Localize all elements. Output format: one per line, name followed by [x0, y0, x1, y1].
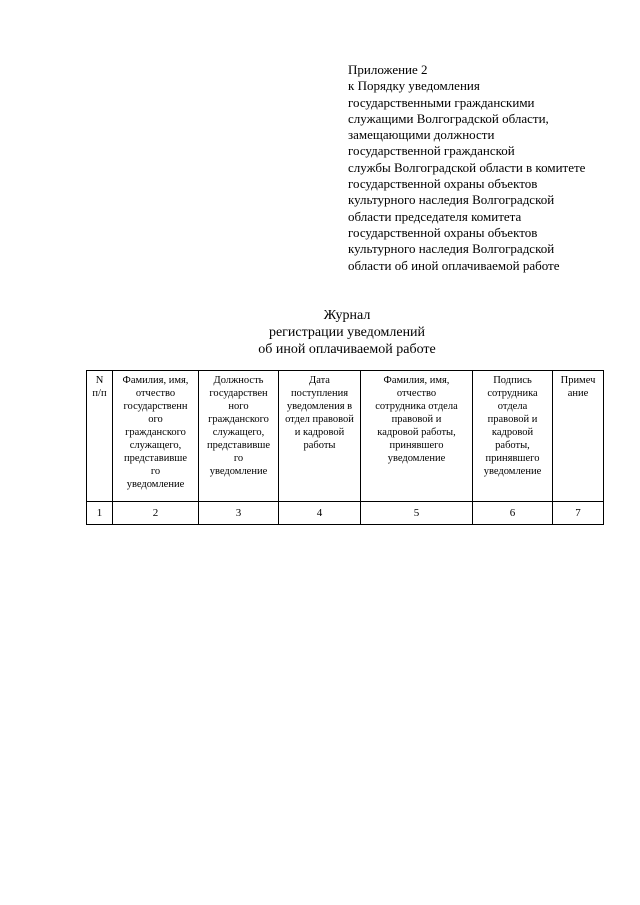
header-text: Дата поступления уведомления в отдел правовой и кадровой работы [285, 375, 354, 451]
appendix-line: государственной охраны объектов [348, 176, 538, 192]
column-number-cell: 1 [87, 502, 113, 525]
appendix-line: культурного наследия Волгоградской [348, 192, 555, 208]
appendix-line: служащими Волгоградской области, [348, 110, 549, 126]
header-cell-employee-name [113, 371, 199, 502]
header-text: Подпись сотрудника отдела правовой и кадровой работы, принявшего уведомление [483, 375, 542, 477]
appendix-line: области председателя комитета [348, 208, 522, 224]
appendix-block [348, 62, 633, 274]
header-cell-employee-position [199, 371, 279, 502]
header-text: Должность государствен ного гражданского служащего, представивше го уведомление [206, 375, 271, 477]
column-number-cell: 4 [279, 502, 361, 525]
column-number-cell: 2 [113, 502, 199, 525]
register-table [86, 370, 604, 525]
appendix-line: замещающими должности [348, 127, 495, 143]
header-cell-receiver-signature [473, 371, 553, 502]
header-cell-receiver-name [361, 371, 473, 502]
header-cell-note [553, 371, 604, 502]
appendix-line: государственной охраны объектов [348, 224, 538, 240]
header-text: Фамилия, имя, отчество государственн ого гражданского служащего, представивше го уведомление [122, 375, 189, 490]
appendix-line: культурного наследия Волгоградской [348, 241, 555, 257]
header-text: Фамилия, имя, отчество сотрудника отдела правовой и кадровой работы, принявшего уведомление [375, 375, 458, 464]
journal-title-line: Журнал [323, 308, 371, 323]
column-number-cell: 7 [553, 502, 604, 525]
appendix-line: службы Волгоградской области в комитете [348, 159, 586, 175]
appendix-line: к Порядку уведомления [348, 78, 480, 94]
table-header-row [87, 371, 604, 502]
appendix-line: Приложение 2 [348, 62, 428, 77]
journal-title-line: регистрации уведомлений [268, 325, 426, 340]
header-cell-receipt-date [279, 371, 361, 502]
column-number-cell: 5 [361, 502, 473, 525]
table-number-row [87, 502, 604, 525]
appendix-line: государственными гражданскими [348, 94, 535, 110]
appendix-line: государственной гражданской [348, 143, 515, 159]
column-number-cell: 3 [199, 502, 279, 525]
journal-title-line: об иной оплачиваемой работе [258, 342, 436, 357]
column-number-cell: 6 [473, 502, 553, 525]
appendix-line: области об иной оплачиваемой работе [348, 257, 560, 273]
header-text: N п/п [92, 375, 107, 399]
journal-title [0, 307, 640, 358]
header-cell-number [87, 371, 113, 502]
header-text: Примеч ание [560, 375, 596, 399]
